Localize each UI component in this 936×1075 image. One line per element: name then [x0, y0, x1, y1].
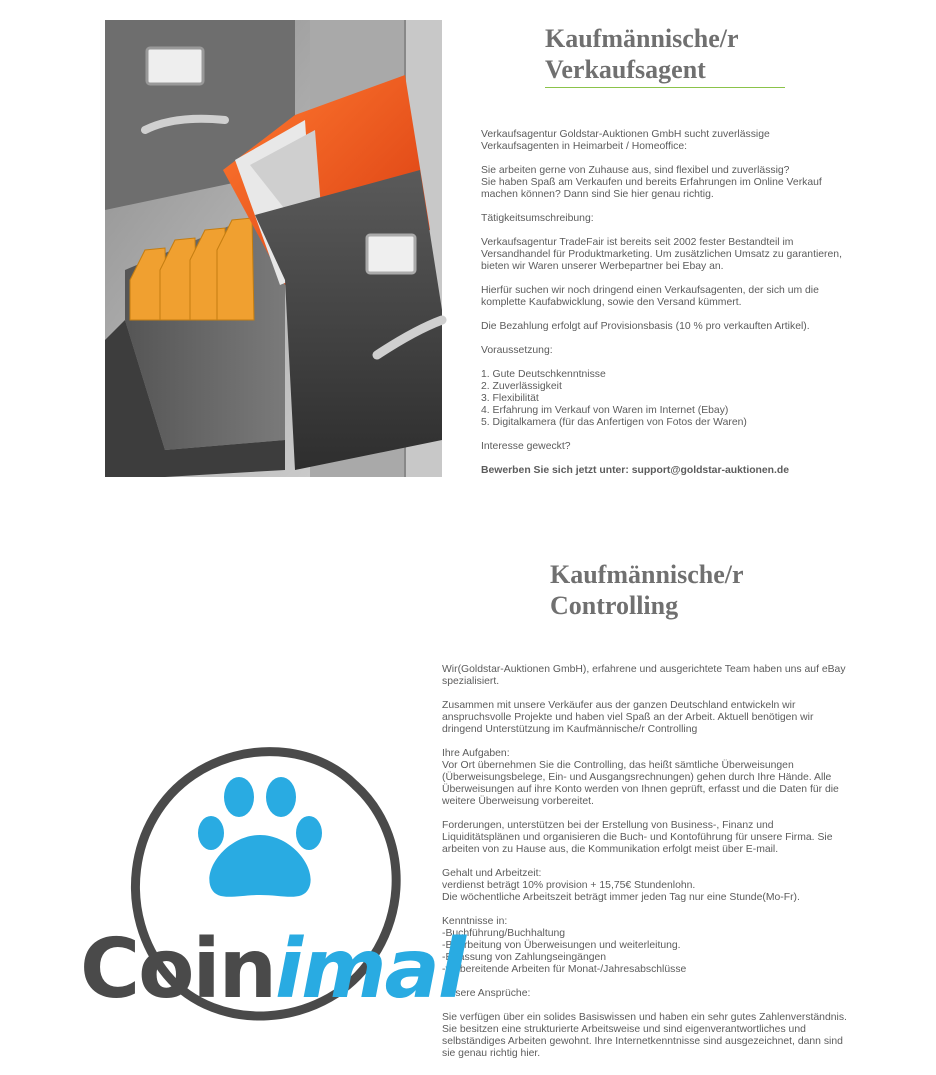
- text-line: Sie verfügen über ein solides Basiswissen und haben ein sehr gutes Zahlenverständnis.: [442, 1012, 847, 1023]
- text-line: sie genau richtig hier.: [442, 1048, 541, 1059]
- filing-cabinet-image: [105, 20, 442, 477]
- list-item: 3. Flexibilität: [481, 393, 539, 404]
- list-item: 2. Zuverlässigkeit: [481, 381, 562, 392]
- job2-paragraph-tasks: [442, 748, 882, 808]
- text-line: Forderungen, unterstützen bei der Erstellung von Business-, Finanz und: [442, 820, 774, 831]
- coinimal-logo: [80, 735, 464, 1040]
- text-line: machen können? Dann sind Sie hier genau richtig.: [481, 189, 714, 200]
- job1-title-line-2: Verkaufsagent: [545, 55, 706, 84]
- text-line: Verkaufsagentur TradeFair ist bereits seit 2002 fester Bestandteil im: [481, 237, 794, 248]
- job2-paragraph-team: [442, 700, 882, 736]
- text-line: Vor Ort übernehmen Sie die Controlling, das heißt sämtliche Überweisungen: [442, 760, 794, 771]
- text-line: Die Bezahlung erfolgt auf Provisionsbasis (10 % pro verkauften Artikel).: [481, 321, 810, 332]
- list-item: Kenntnisse in:: [442, 916, 508, 927]
- text-line: Sie besitzen eine strukturierte Arbeitsweise und sind eigenverantwortliches und: [442, 1024, 806, 1035]
- svg-text:Coinimal: [80, 922, 468, 1017]
- job1-paragraph-company: [481, 237, 881, 273]
- list-item: -Buchführung/Buchhaltung: [442, 928, 566, 939]
- list-item: -Erfassung von Zahlungseingängen: [442, 952, 607, 963]
- paw-icon: [198, 777, 322, 897]
- text-line: Ihre Aufgaben:: [442, 748, 510, 759]
- list-item: -vorbereitende Arbeiten für Monat-/Jahresabschlüsse: [442, 964, 687, 975]
- job2-title-line-2: Controlling: [550, 591, 679, 620]
- job1-paragraph-search: [481, 285, 881, 309]
- list-item: 5. Digitalkamera (für das Anfertigen von Fotos der Waren): [481, 417, 747, 428]
- text-line: Verkaufsagenten in Heimarbeit / Homeoffice:: [481, 141, 688, 152]
- job2-description: [442, 664, 882, 1072]
- text-line: Sie haben Spaß am Verkaufen und bereits Erfahrungen im Online Verkauf: [481, 177, 822, 188]
- job2-paragraph-expectations-heading: [442, 988, 882, 1000]
- job1-description: [481, 129, 881, 489]
- logo-word-coin: Coin: [80, 922, 275, 1017]
- job1-title: [545, 23, 785, 88]
- job1-paragraph-interest: [481, 441, 881, 453]
- text-line: Gehalt und Arbeitzeit:: [442, 868, 542, 879]
- text-line: Die wöchentliche Arbeitszeit beträgt immer jeden Tag nur eine Stunde(Mo-Fr).: [442, 892, 800, 903]
- job1-paragraph-payment: [481, 321, 881, 333]
- job2-paragraph-requirements: [442, 820, 882, 856]
- text-line: bieten wir Waren unserer Werbepartner bei Ebay an.: [481, 261, 724, 272]
- job1-paragraph-requirements-heading: [481, 345, 881, 357]
- list-item: 1. Gute Deutschkenntnisse: [481, 369, 606, 380]
- logo-word-imal: imal: [275, 922, 464, 1017]
- text-line: selbständiges Arbeiten gewohnt. Ihre Internetkenntnisse sind ausgezeichnet, dann sind: [442, 1036, 843, 1047]
- text-line: weitere Überweisung vorbereitet.: [442, 796, 594, 807]
- text-line: Versandhandel für Produktmarketing. Um zusätzlichen Umsatz zu garantieren,: [481, 249, 842, 260]
- text-line: Tätigkeitsumschreibung:: [481, 213, 594, 224]
- job1-paragraph-tasks-heading: [481, 213, 881, 225]
- job2-title-line-1: Kaufmännische/r: [550, 560, 744, 589]
- text-line: Liquiditätsplänen und organisieren die Buch- und Kontoführung für unsere Firma. Sie: [442, 832, 833, 843]
- text-line: Verkaufsagentur Goldstar-Auktionen GmbH sucht zuverlässige: [481, 129, 770, 140]
- job1-paragraph-home: [481, 165, 881, 201]
- apply-email-text: Bewerben Sie sich jetzt unter: support@goldstar-auktionen.de: [481, 465, 790, 476]
- job2-title: [550, 559, 790, 621]
- text-line: Voraussetzung:: [481, 345, 553, 356]
- text-line: spezialisiert.: [442, 676, 500, 687]
- job2-paragraph-intro: [442, 664, 882, 688]
- job1-requirements-list: [481, 369, 881, 429]
- job2-paragraph-expectations: [442, 1012, 882, 1060]
- text-line: anspruchsvolle Projekte und haben viel Spaß an der Arbeit. Aktuell benötigen wir: [442, 712, 814, 723]
- job2-paragraph-salary: [442, 868, 882, 904]
- text-line: Unsere Ansprüche:: [442, 988, 531, 999]
- text-line: Interesse geweckt?: [481, 441, 571, 452]
- text-line: Wir(Goldstar-Auktionen GmbH), erfahrene und ausgerichtete Team haben uns auf eBay: [442, 664, 846, 675]
- text-line: Zusammen mit unsere Verkäufer aus der ganzen Deutschland entwickeln wir: [442, 700, 796, 711]
- text-line: Sie arbeiten gerne von Zuhause aus, sind flexibel und zuverlässig?: [481, 165, 790, 176]
- job2-skills-list: [442, 916, 882, 976]
- list-item: -Bearbeitung von Überweisungen und weiterleitung.: [442, 940, 681, 951]
- text-line: Hierfür suchen wir noch dringend einen Verkaufsagenten, der sich um die: [481, 285, 819, 296]
- text-line: komplette Kaufabwicklung, sowie den Versand kümmert.: [481, 297, 742, 308]
- text-line: arbeiten von zu Hause aus, die Kommunikation erfolgt meist über E-mail.: [442, 844, 779, 855]
- job1-paragraph-intro: [481, 129, 881, 153]
- list-item: 4. Erfahrung im Verkauf von Waren im Internet (Ebay): [481, 405, 729, 416]
- job1-apply-line: [481, 465, 881, 477]
- text-line: dringend Unterstützung im Kaufmännische/r Controlling: [442, 724, 698, 735]
- text-line: Überweisungen auf ihre Konto werden von Ihnen geprüft, erfasst und die Daten für die: [442, 784, 839, 795]
- job1-title-line-1: Kaufmännische/r: [545, 24, 739, 53]
- text-line: (Überweisungsbelege, Ein- und Ausgangsrechnungen) gehen durch Ihre Hände. Alle: [442, 772, 832, 783]
- text-line: verdienst beträgt 10% provision + 15,75€ Stundenlohn.: [442, 880, 696, 891]
